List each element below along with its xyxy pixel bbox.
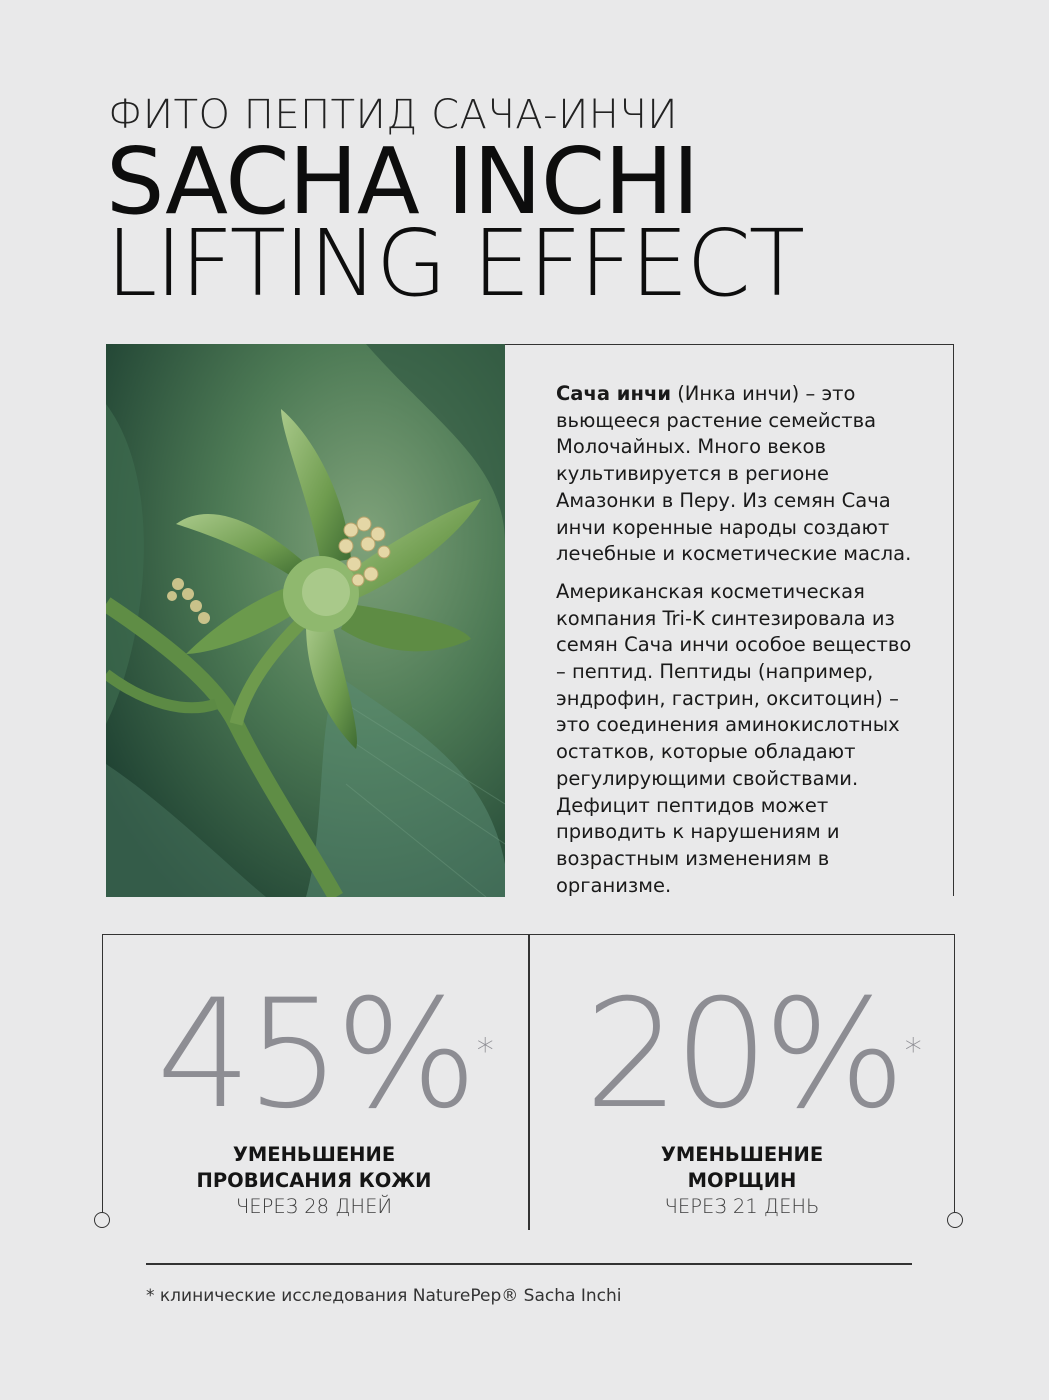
stats-divider: [528, 934, 530, 1230]
info-bold-term: Сача инчи: [556, 382, 671, 405]
sacha-inchi-flower-photo: [106, 344, 505, 897]
stat-label-line-2: МОРЩИН: [687, 1169, 797, 1192]
footnote: * клинические исследования NaturePep® Sacha Inchi: [146, 1286, 622, 1306]
stat-period: ЧЕРЕЗ 28 ДНЕЙ: [235, 1195, 393, 1218]
stat-label-line-2: ПРОВИСАНИЯ КОЖИ: [196, 1169, 432, 1192]
stat-value: [156, 968, 494, 1142]
title-line-1: SACHA INCHI: [106, 128, 699, 235]
subtitle: ФИТО ПЕПТИД САЧА-ИНЧИ: [108, 92, 678, 138]
stat-value: [584, 968, 922, 1142]
stat-period: ЧЕРЕЗ 21 ДЕНЬ: [664, 1195, 820, 1218]
asterisk: *: [476, 1031, 494, 1071]
title-line-2: [106, 210, 803, 318]
stat-value-text: 45%: [156, 968, 472, 1142]
flower-illustration: [106, 344, 505, 897]
asterisk: *: [904, 1031, 922, 1071]
stat-value-text: 20%: [584, 968, 900, 1142]
stat-wrinkles: [532, 968, 952, 1220]
footnote-divider: [146, 1263, 912, 1265]
stat-label-line-1: УМЕНЬШЕНИЕ: [232, 1143, 396, 1166]
title-line-2-text: LIFTING EFFECT: [106, 210, 803, 317]
info-paragraph-1-rest: (Инка инчи) – это вьющееся растение семейства Молочайных. Много веков культивируется в регионе Амазонки в Перу. Из семян Сача инчи коренные народы создают лечебные и косметические масла.: [556, 382, 912, 566]
info-paragraph-1: [556, 381, 926, 568]
stat-label-line-1: УМЕНЬШЕНИЕ: [660, 1143, 824, 1166]
info-text: [556, 381, 926, 910]
info-paragraph-2: Американская косметическая компания Tri-K синтезировала из семян Сача инчи особое вещество – пептид. Пептиды (например, эндрофин, гастрин, окситоцин) – это соединения аминокислотных остатков, которые обладают регулирующими свойствами. Дефицит пептидов может приводить к нарушениям и возрастным изменениям в организме.: [556, 579, 912, 897]
stat-skin-sagging: [104, 968, 524, 1220]
